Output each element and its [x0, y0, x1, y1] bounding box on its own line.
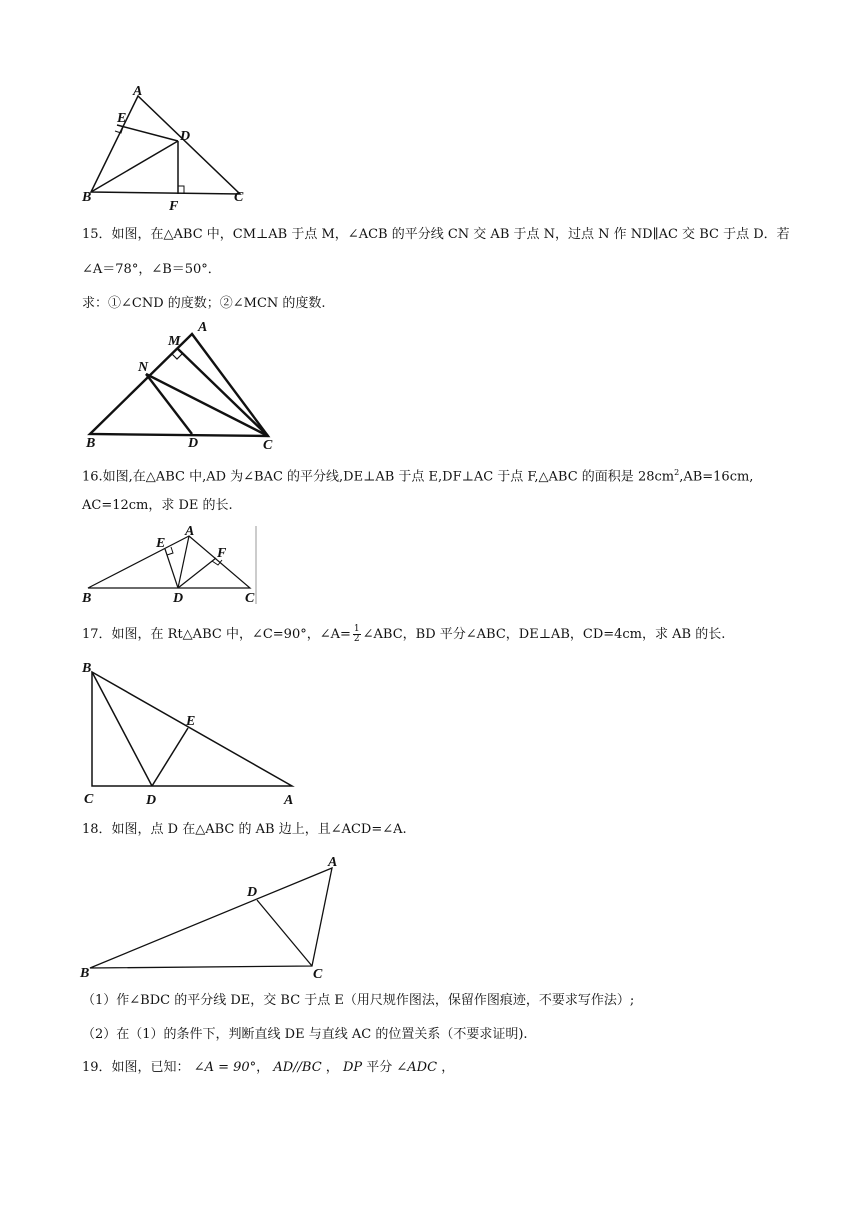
q15-line-1: 15．如图，在△ABC 中，CM⊥AB 于点 M，∠ACB 的平分线 CN 交 AB 于点 N，过点 N 作 ND∥AC 交 BC 于点 D．若: [82, 227, 790, 242]
fraction-numerator: 1: [353, 624, 360, 634]
q16-text-b: ,AB=16cm,: [679, 469, 754, 485]
vertex-b-label: B: [82, 661, 92, 676]
vertex-d-label: D: [188, 436, 199, 450]
q18-line-1: 18．如图，点 D 在△ABC 的 AB 边上，且∠ACD=∠A.: [82, 822, 407, 837]
vertex-c-label: C: [313, 967, 323, 982]
q16-superscript: 2: [674, 468, 680, 477]
q16-line-1: [82, 464, 753, 486]
vertex-e-label: E: [156, 536, 166, 551]
figure-17: [80, 658, 310, 808]
q19-separator: ，: [325, 1060, 339, 1075]
vertex-a-label: A: [133, 84, 143, 99]
fraction-denominator: 2: [353, 634, 360, 644]
q19-condition-angle-a: ∠A = 90°: [193, 1060, 257, 1075]
vertex-b-label: B: [82, 190, 92, 205]
figure-16: [80, 522, 270, 608]
q16-text-a: 16.如图,在△ABC 中,AD 为∠BAC 的平分线,DE⊥AB 于点 E,DF⊥AC 于点 F,△ABC 的面积是 28cm: [82, 469, 675, 485]
vertex-m-label: M: [168, 334, 181, 349]
q19-bisects-word: 平分: [366, 1060, 393, 1075]
vertex-a-label: A: [198, 320, 208, 335]
vertex-b-label: B: [80, 966, 90, 981]
vertex-d-label: D: [173, 591, 184, 606]
vertex-b-label: B: [82, 591, 92, 606]
vertex-c-label: C: [245, 591, 255, 606]
vertex-c-label: C: [263, 438, 273, 450]
vertex-a-label: A: [185, 524, 195, 539]
q19-prefix: 19．如图，已知：: [82, 1060, 190, 1075]
figure-18: [76, 846, 356, 982]
q18-part-2: （2）在（1）的条件下，判断直线 DE 与直线 AC 的位置关系（不要求证明).: [82, 1027, 528, 1042]
vertex-f-label: F: [169, 199, 179, 212]
vertex-d-label: D: [180, 129, 191, 144]
q18-part-1: （1）作∠BDC 的平分线 DE，交 BC 于点 E（用尺规作图法，保留作图痕迹，不要求写作法）;: [82, 993, 635, 1008]
q16-line-2: AC=12cm，求 DE 的长.: [82, 498, 233, 513]
q19-end: ，: [441, 1060, 455, 1075]
vertex-e-label: E: [186, 714, 196, 729]
q19-line: [82, 1059, 454, 1077]
vertex-a-label: A: [284, 793, 294, 808]
figure-14: [78, 82, 258, 212]
vertex-n-label: N: [138, 360, 149, 375]
figure-15: [80, 316, 290, 450]
vertex-d-label: D: [146, 793, 157, 808]
vertex-c-label: C: [234, 190, 244, 205]
q15-line-3: 求：①∠CND 的度数；②∠MCN 的度数.: [82, 296, 326, 311]
fraction-one-half: [353, 625, 361, 644]
q19-bisector-dp: DP: [342, 1060, 363, 1075]
q17-text-b: ∠ABC，BD 平分∠ABC，DE⊥AB，CD=4cm，求 AB 的长.: [362, 627, 726, 642]
vertex-b-label: B: [86, 436, 96, 450]
vertex-f-label: F: [217, 546, 227, 561]
q15-line-2: ∠A＝78°，∠B＝50°．: [82, 262, 221, 277]
q19-condition-parallel: AD//BC: [273, 1060, 322, 1075]
vertex-a-label: A: [328, 855, 338, 870]
q17-text-a: 17．如图，在 Rt△ABC 中，∠C=90°，∠A=: [82, 627, 351, 642]
q19-separator: ，: [256, 1060, 270, 1075]
q17-text: [82, 624, 725, 646]
q19-angle-adc: ∠ADC: [396, 1060, 438, 1075]
vertex-e-label: E: [117, 111, 127, 126]
vertex-d-label: D: [247, 885, 258, 900]
vertex-c-label: C: [84, 792, 94, 807]
